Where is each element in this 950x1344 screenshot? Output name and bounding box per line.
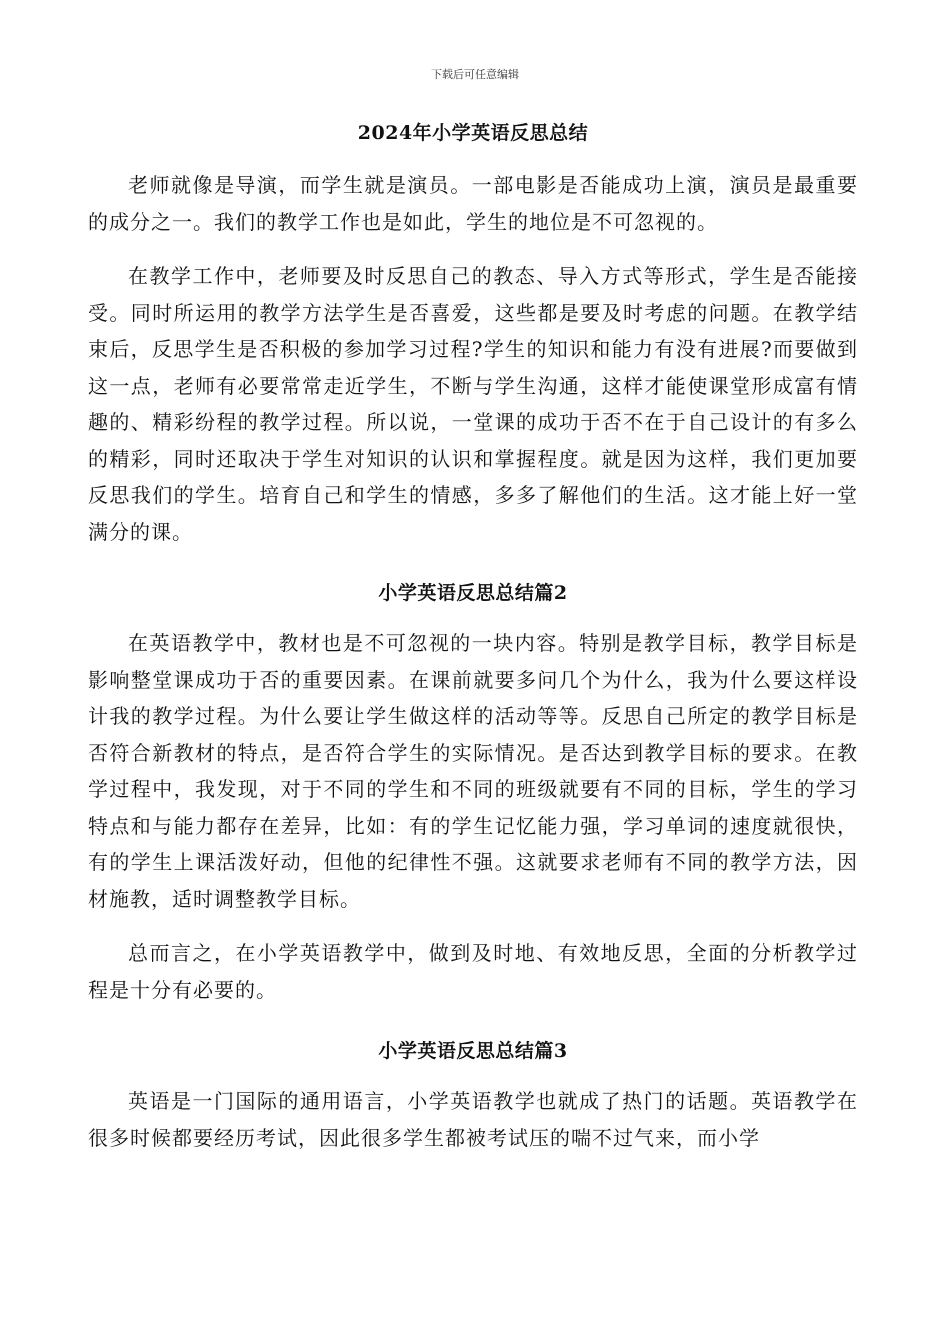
- paragraph: 在英语教学中，教材也是不可忽视的一块内容。特别是教学目标，教学目标是影响整堂课成功于否的重要因素。在课前就要多问几个为什么，我为什么要这样设计我的教学过程。为什么要让学生做这样的活动等等。反思自己所定的教学目标是否符合新教材的特点，是否符合学生的实际情况。是否达到教学目标的要求。在教学过程中，我发现，对于不同的学生和不同的班级就要有不同的目标，学生的学习特点和与能力都存在差异，比如：有的学生记忆能力强，学习单词的速度就很快，有的学生上课活泼好动，但他的纪律性不强。这就要求老师有不同的教学方法，因材施教，适时调整教学目标。: [88, 631, 858, 911]
- paragraph: 在教学工作中，老师要及时反思自己的教态、导入方式等形式，学生是否能接受。同时所运用的教学方法学生是否喜爱，这些都是要及时考虑的问题。在教学结束后，反思学生是否积极的参加学习过程?学生的知识和能力有没有进展?而要做到这一点，老师有必要常常走近学生，不断与学生沟通，这样才能使课堂形成富有情趣的、精彩纷程的教学过程。所以说，一堂课的成功于否不在于自己设计的有多么的精彩，同时还取决于学生对知识的认识和掌握程度。就是因为这样，我们更加要反思我们的学生。培育自己和学生的情感，多多了解他们的生活。这才能上好一堂满分的课。: [88, 264, 858, 544]
- paragraph: 老师就像是导演，而学生就是演员。一部电影是否能成功上演，演员是最重要的成分之一。我们的教学工作也是如此，学生的地位是不可忽视的。: [88, 173, 858, 234]
- paragraph: 总而言之，在小学英语教学中，做到及时地、有效地反思，全面的分析教学过程是十分有必要的。: [88, 941, 858, 1002]
- paragraph: 英语是一门国际的通用语言，小学英语教学也就成了热门的话题。英语教学在很多时候都要经历考试，因此很多学生都被考试压的喘不过气来，而小学: [88, 1089, 858, 1150]
- section-heading: 小学英语反思总结篇2: [378, 582, 568, 604]
- page-header-note: 下载后可任意编辑: [431, 68, 519, 81]
- section-heading: 小学英语反思总结篇3: [378, 1040, 568, 1062]
- document-title: 2024年小学英语反思总结: [357, 122, 589, 144]
- document-body: [88, 118, 858, 1174]
